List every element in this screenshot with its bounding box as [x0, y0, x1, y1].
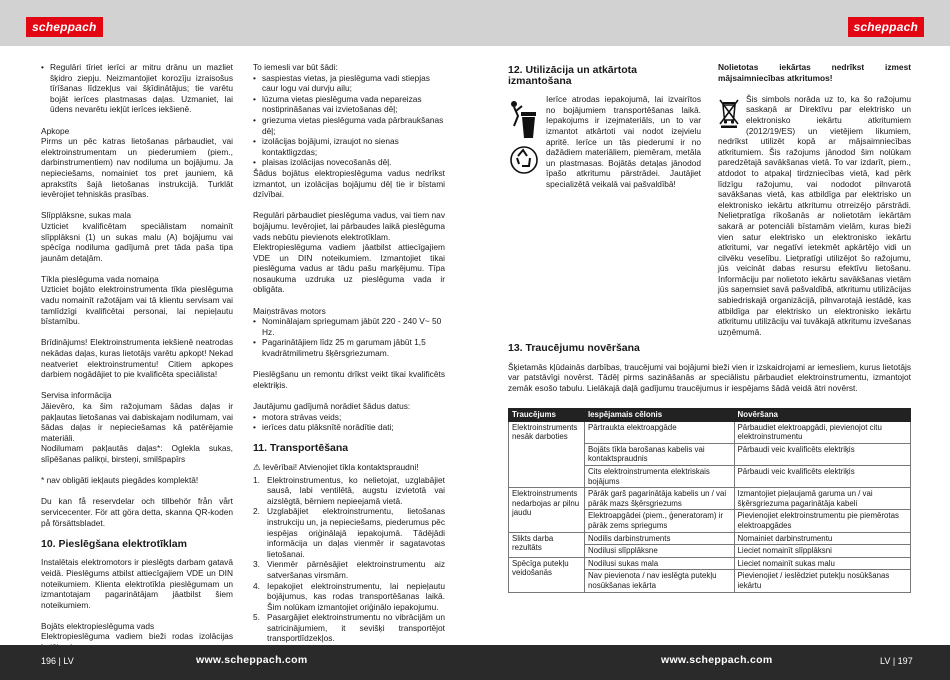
remedy-cell: Izmantojiet pieļaujamā garuma un / vai šķērsgriezuma pagarinātāja kabeli: [734, 488, 910, 510]
cause-cell: Nodilis darbinstruments: [584, 532, 734, 545]
column-header: Traucējums: [509, 409, 585, 422]
transport-steps: [253, 475, 445, 645]
cause-cell: Pārtraukta elektroapgāde: [584, 421, 734, 443]
list-item: • griezuma vietas pieslēguma vada pārbraukšanas dēļ;: [253, 115, 445, 136]
cause-cell: Nav pievienota / nav ieslēgta putekļu nosūkšanas iekārta: [584, 570, 734, 592]
fault-cell: Slikts darba rezultāts: [509, 532, 585, 557]
table-row: [509, 532, 911, 545]
list-item: [253, 559, 445, 580]
step-number: 1.: [253, 474, 260, 485]
transport-warning: ⚠ Ievērībai! Atvienojiet tīkla kontaktspraudni!: [253, 461, 419, 472]
cause-cell: Bojāts tīkla barošanas kabelis vai kontaktspraudnis: [584, 443, 734, 465]
questions-list: [253, 412, 445, 433]
list-item: • saspiestas vietas, ja pieslēguma vadi stiepjas caur logu vai durvju ailu;: [253, 73, 445, 94]
damaged-cable-paragraph: Bojāts elektropieslēguma vads Elektropieslēguma vadiem bieži rodas izolācijas: [41, 620, 233, 642]
ac-motor-list: [253, 316, 445, 358]
header-bar: [0, 0, 950, 46]
cause-cell: Cits elektroinstrumenta elektriskais bojājums: [584, 465, 734, 487]
cleaning-list: [41, 62, 233, 115]
weee-icon-box: [718, 98, 740, 131]
footer-bar: [0, 645, 950, 680]
troubleshooting-intro: Šķietamās kļūdainās darbības, traucējumi vai bojājumi bieži vien ir izskaidrojami ar iemesliem, kurus lietotājs var patstāvīgi novērst. Tādēļ pirms sazināšanās ar speciālistu pārbaudiet elektroinstrumentu, izmantojot zemāk esošo tabulu. Lielākajā daļā gadījumu traucējumus ir iespējams šādā veidā ātri novērst.: [508, 361, 911, 393]
website-link-right[interactable]: www.scheppach.com: [661, 654, 773, 666]
weee-warning-heading: Nolietotas iekārtas nedrīkst izmest mājsaimniecības atkritumos!: [718, 62, 911, 83]
warning-paragraph: Brīdinājums! Elektroinstrumenta iekšienē neatrodas nekādas daļas, kuras lietotājs varētu apkopt! Nekad neatveriet elektroinstrumentu! Citiem apkopes darbiem nogādājiet to pie kvalificēta speciālista!: [41, 337, 233, 380]
list-item: • Nominālajam spriegumam jābūt 220 - 240 V~ 50 Hz.: [253, 316, 445, 337]
column-3: [508, 62, 701, 200]
list-item: [253, 506, 445, 559]
step-text: Iepakojiet elektroinstrumentu, lai nepieļautu bojājumus, kas rodas transportēšanas laikā. Šim nolūkam izmantojiet oriģinālo iepakojumu.: [267, 580, 445, 612]
list-item: • motora strāvas veids;: [253, 412, 445, 423]
causes-intro: To iemesli var būt šādi:: [253, 62, 338, 72]
causes-list: [253, 73, 445, 168]
column-4: [718, 62, 911, 348]
troubleshooting-table: [508, 408, 911, 593]
step-number: 4.: [253, 580, 260, 591]
disposal-icons: [508, 96, 540, 183]
cause-cell: Pārāk garš pagarinātāja kabelis un / vai pārāk mazs šķērsgriezums: [584, 488, 734, 510]
step-number: 5.: [253, 612, 260, 623]
step-text: Uzglabājiet elektroinstrumentu, lietošanas instrukciju un, ja nepieciešams, piederumus pēc iespējas oriģinālajā iepakojumā. Tādējādi informācija un daļas vienmēr ir sagatavotas lietošanai.: [267, 506, 445, 559]
section-11-heading: 11. Transportēšana: [253, 442, 349, 455]
delivery-note: * nav obligāti iekļauts piegādes komplektā!: [41, 475, 199, 486]
list-item: [253, 612, 445, 644]
step-number: 2.: [253, 506, 260, 517]
column-2: [253, 62, 445, 655]
remedy-cell: Pārbaudiet elektroapgādi, pievienojot citu elektroinstrumentu: [734, 421, 910, 443]
recycling-paragraph: Ierīce atrodas iepakojumā, lai izvairītos no bojājumiem transportēšanas laikā. Iepakojums ir izejmateriāls, un to var izmantot atkārtoti vai nodot izejvielu apritē. Ierīce un tās piederumi ir no dažādiem materiāliem, piemēram, metāla un plastmasas. Bojātās detaļas jānodod īpašo atkritumu pārstrādei. Jautājiet specializētā veikalā vai pašvaldībā!: [546, 94, 701, 189]
remedy-cell: Liеciet nomainīt sukas malu: [734, 557, 910, 570]
section-13: [508, 340, 911, 393]
list-item: • Regulāri tīriet ierīci ar mitru drānu un mazliet šķidro ziepju. Neizmantojiet korozīju izraisošus tīrīšanas līdzekļus vai šķīdinātājus; tie varētu bojāt ierīces plastmasas daļas. Uzmaniet, lai ūdens nevarētu iekļūt ierīces iekšienē.: [41, 62, 233, 115]
scheppach-logo-left: scheppach: [26, 17, 103, 37]
section-13-heading: 13. Traucējumu novēršana: [508, 342, 640, 354]
list-item: • ierīces datu plāksnītē norādītie dati;: [253, 422, 445, 433]
fault-cell: Elektroinstruments nedarbojas ar pilnu jaudu: [509, 488, 585, 532]
weee-paragraph: Šis simbols norāda uz to, ka šo ražojumu saskaņā ar Direktīvu par elektrisko un elektronisko iekārtu atkritumiem (2012/19/ES) un vietējiem likumiem, nedrīkst utilizēt kopā ar mājsaimniecības atkritumiem. Šis ražojums jānodod šim nolūkam paredzētajā savākšanas vietā. To var izdarīt, piem., atdodot to atpakaļ tirdzniecības vietā, kad pērk līdzīgu ražojumu, vai nododot pilnvarotā savākšanas vietā, kas atbildīga par elektrisko un elektronisko iekārtu atkritumu otrreizējo pārstrādi. Nelietpratīga rīkošanās ar nolietotām iekārtām sakarā ar potenciāli bīstamām vielām, kuras bieži vien satur elektrisko un elektronisko iekārtu atkritumi, var negatīvi ietekmēt apkārtējo vidi un cilvēku veselību. Lietpratīgi utilizējot šo ražojumu, jūs veicināt dabas resursu efektīvu lietošanu. Informāciju par nolietoto iekārtu savākšanas vietām jūs saņemsiet savā pašvaldībā, atkritumu utilizācijas sabiedriskajā organizācijā, pilnvarotajā iestādē, kas atbildīga par elektrisko un elektronisko iekārtu atkritumu utilizāciju vai tuvākajā atkritumu izvešanas uzņēmumā.: [718, 93, 911, 337]
cause-cell: Nodilusi slīpplāksne: [584, 545, 734, 558]
website-link-left[interactable]: www.scheppach.com: [196, 654, 308, 666]
list-item: [253, 581, 445, 613]
table-row: [509, 421, 911, 443]
list-item: • lūzuma vietas pieslēguma vada nepareizas nostiprināšanas vai izvietošanas dēļ;: [253, 94, 445, 115]
step-text: Elektroinstrumentus, ko nelietojat, uzglabājiet sausā, labi ventilētā, augstu izvietotā vai aizslēgtā, bērniem nepieejamā vietā.: [267, 474, 445, 506]
electrical-connection-paragraph: Instalētais elektromotors ir pieslēgts darbam gatavā veidā. Pieslēgums atbilst attiecīgajiem VDE un DIN noteikumiem. Klienta elektrotīkla pieslēgumam un izmantotajam pagarinātājam jāatbilst šiem noteikumiem.: [41, 557, 233, 610]
page-number-left: 196 | LV: [41, 656, 74, 666]
remedy-cell: Nomainiet darbinstrumentu: [734, 532, 910, 545]
list-item: • izolācijas bojājumi, izraujot no sienas kontaktligzdas;: [253, 136, 445, 157]
remedy-cell: Pievienojiet elektroinstrumentu pie piemērotas elektroapgādes: [734, 510, 910, 532]
crossed-bin-icon: [718, 98, 740, 128]
check-cable-paragraph: Regulāri pārbaudiet pieslēguma vadus, vai tiem nav bojājumu. Ievērojiet, lai pārbaudes laikā pieslēguma vads nebūtu pievienots elektrotīklam. Elektropieslēguma vadiem jāatbilst attiecīgajiem VDE un DIN noteikumiem. Izmantojiet tikai pieslēguma vadus ar tādu pašu marķējumu. Tīpa nosaukuma uzdruka uz pieslēguma vada ir obligāta.: [253, 210, 445, 295]
column-header: Novēršana: [734, 409, 910, 422]
list-item: • Pagarinātājiem līdz 25 m garumam jābūt 1,5 kvadrātmilimetru šķērsgriezumam.: [253, 337, 445, 358]
electrician-paragraph: Pieslēgšanu un remontu drīkst veikt tikai kvalificēts elektriķis.: [253, 369, 445, 390]
list-item: • plaisas izolācijas novecošanās dēļ.: [253, 157, 445, 168]
spare-parts-paragraph: Du kan få reservdelar och tillbehör från vårt servicecenter. För att göra detta, skanna QR-koden på försättsbladet.: [41, 496, 233, 528]
list-item: [253, 475, 445, 507]
remedy-cell: Pārbaudi veic kvalificēts elektriķis: [734, 465, 910, 487]
remedy-cell: Liеciet nomainīt slīpplāksni: [734, 545, 910, 558]
recycle-bin-icon: [508, 96, 540, 180]
section-10-heading: 10. Pieslēgšana elektrotīklam: [41, 537, 187, 550]
remedy-cell: Pievienojiet / ieslēdziet putekļu nosūkšanas iekārtu: [734, 570, 910, 592]
cause-cell: Nodilusi sukas mala: [584, 557, 734, 570]
danger-paragraph: Šādus bojātus elektropieslēguma vadus nedrīkst izmantot, un izolācijas bojājumu dēļ tie ir bīstami dzīvībai.: [253, 167, 445, 200]
section-12-heading: 12. Utilizācija un atkārtota izmantošana: [508, 64, 637, 87]
step-text: Vienmēr pārnēsājiet elektroinstrumentu aiz satveršanas virsmām.: [267, 559, 445, 580]
fault-cell: Elektroinstruments nesāk darboties: [509, 421, 585, 488]
cause-cell: Elektroapgādei (piem., ģeneratoram) ir pārāk zems spriegums: [584, 510, 734, 532]
table-row: [509, 557, 911, 570]
cable-replacement-paragraph: Tīkla pieslēguma vada nomaiņa Uzticiet bojāto elektroinstrumenta tīkla pieslēguma vadu nomainīt ražotājam vai tā klientu servisam vai tamlīdzīgi kvalificētai personai, lai nepieļautu bīstamību.: [41, 273, 233, 327]
table-header-row: [509, 409, 911, 422]
sanding-plate-paragraph: Slīpplāksne, sukas mala Uzticiet kvalificētam speciālistam nomainīt slīpplāksni (1) un sukas malu (A) bojājumu vai spēcīga nodiluma gadījumā pret tāda paša tipa jaunām detaļām.: [41, 210, 233, 263]
column-header: Iespējamais cēlonis: [584, 409, 734, 422]
step-number: 3.: [253, 559, 260, 570]
questions-intro: Jautājumu gadījumā norādiet šādus datus:: [253, 401, 411, 411]
scheppach-logo-right: scheppach: [848, 17, 925, 37]
fault-cell: Spēcīga putekļu veidošanās: [509, 557, 585, 592]
table-row: [509, 488, 911, 510]
service-info-paragraph: Servisa informācija Jāievēro, ka šim ražojumam šādas daļas ir pakļautas lietošanas vai dabiskajam nodilumam, vai šādas daļas ir nepieciešamas kā patērējamie materiāli. Nodilumam pakļautās daļas*: Ogleklа sukas, slīpēšanas palikņi, birsteņi, smilšpapīrs: [41, 390, 233, 464]
column-1: [41, 62, 233, 663]
page-number-right: LV | 197: [880, 656, 913, 666]
ac-motor-heading: Maiņstrāvas motors: [253, 305, 326, 316]
step-text: Pasargājiet elektroinstrumentu no vibrācijām un satricinājumiem, it sevišķi transportējot transportlīdzekļos.: [267, 612, 445, 644]
maintenance-paragraph: Apkope Pirms un pēc katras lietošanas pārbaudiet, vai elektroinstrumentam un piederumiem (piem., darbinstrumentiem) nav nodiluma un bojājumu. Ja nepieciešams, nomainiet tos pret jauniem, kā aprakstīts šajā lietošanas instrukcijā. Turklāt ievērojiet tehniskās prasības.: [41, 125, 233, 200]
remedy-cell: Pārbaudi veic kvalificēts elektriķis: [734, 443, 910, 465]
